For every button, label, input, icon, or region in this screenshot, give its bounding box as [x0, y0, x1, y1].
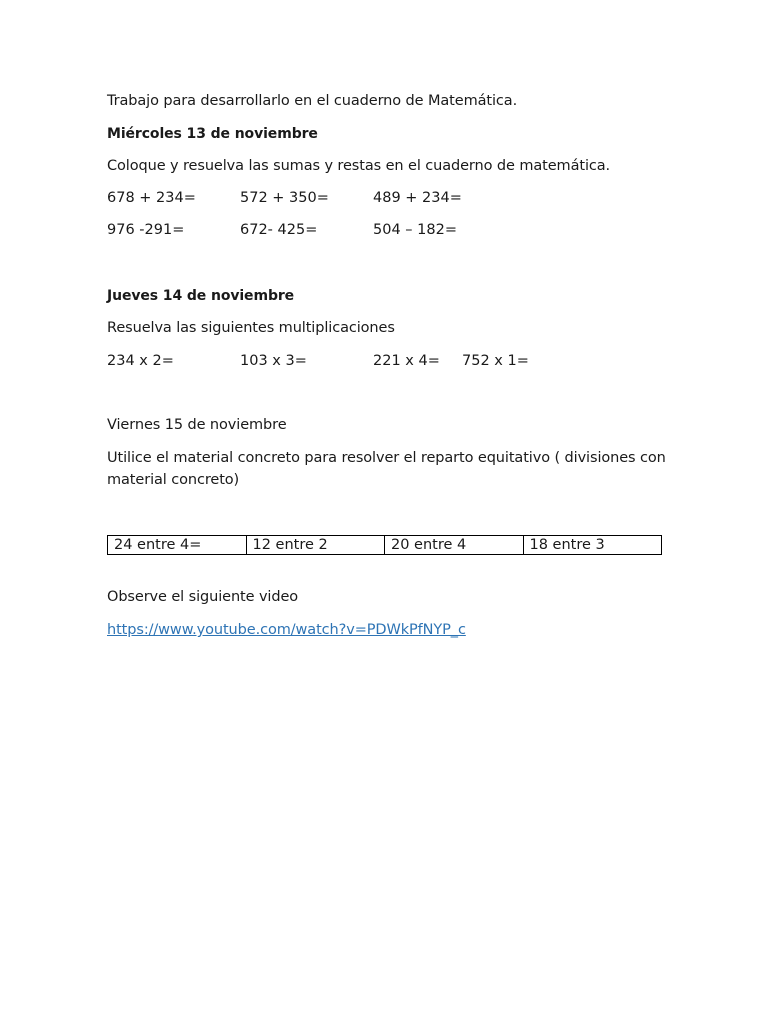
- table-cell: 24 entre 4=: [108, 536, 247, 555]
- exercise-item: 976 -291=: [107, 222, 185, 238]
- table-row: [108, 536, 662, 555]
- wednesday-instruction: Coloque y resuelva las sumas y restas en el cuaderno de matemática.: [107, 158, 611, 174]
- table-cell: 12 entre 2: [246, 536, 385, 555]
- exercise-item: 752 x 1=: [462, 353, 529, 369]
- wednesday-heading: Miércoles 13 de noviembre: [107, 126, 318, 142]
- video-link-line: [107, 620, 466, 640]
- intro-text: Trabajo para desarrollarlo en el cuaderno de Matemática.: [107, 93, 518, 109]
- exercise-item: 234 x 2=: [107, 353, 174, 369]
- exercise-item: 103 x 3=: [240, 353, 307, 369]
- table-cell: 20 entre 4: [385, 536, 524, 555]
- video-label: Observe el siguiente video: [107, 589, 299, 605]
- friday-instruction: Utilice el material concreto para resolver el reparto equitativo ( divisiones con material concreto): [107, 450, 666, 488]
- table-cell: 18 entre 3: [523, 536, 662, 555]
- thursday-instruction: Resuelva las siguientes multiplicaciones: [107, 320, 395, 336]
- exercise-item: 572 + 350=: [240, 190, 329, 206]
- exercise-item: 504 – 182=: [373, 222, 457, 238]
- exercise-item: 672- 425=: [240, 222, 318, 238]
- video-link[interactable]: https://www.youtube.com/watch?v=PDWkPfNYP_c: [107, 622, 466, 638]
- friday-heading: Viernes 15 de noviembre: [107, 417, 287, 433]
- exercise-item: 678 + 234=: [107, 190, 196, 206]
- exercise-item: 221 x 4=: [373, 353, 440, 369]
- exercise-item: 489 + 234=: [373, 190, 462, 206]
- division-table: [107, 535, 662, 555]
- thursday-heading: Jueves 14 de noviembre: [107, 288, 295, 304]
